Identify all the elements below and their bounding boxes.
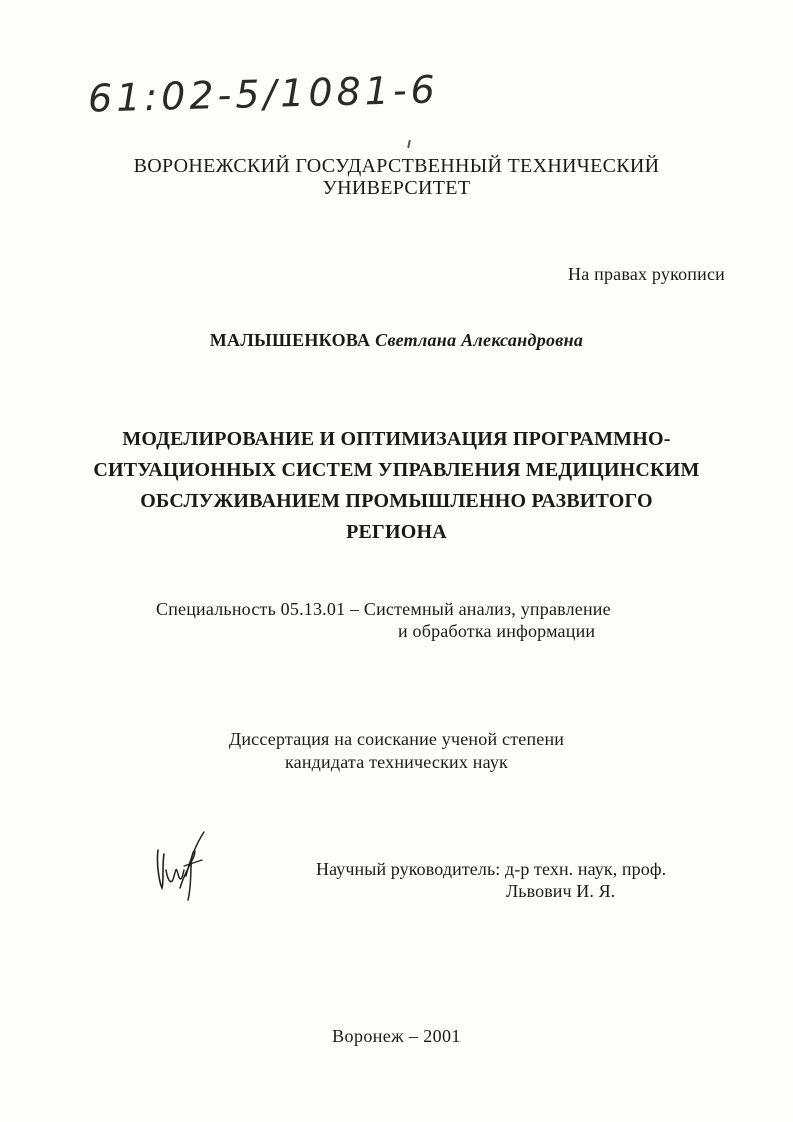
author-name: [0, 330, 793, 351]
university-name-line-1: ВОРОНЕЖСКИЙ ГОСУДАРСТВЕННЫЙ ТЕХНИЧЕСКИЙ: [133, 155, 660, 177]
title-line-1: МОДЕЛИРОВАНИЕ И ОПТИМИЗАЦИЯ ПРОГРАММНО-: [122, 428, 671, 450]
supervisor-line-1: Научный руководитель: д-р техн. наук, проф.: [316, 859, 667, 879]
stray-pen-mark: [407, 140, 411, 148]
degree-statement-line-1: Диссертация на соискание ученой степени: [228, 729, 565, 749]
supervisor-name: Львович И. Я.: [506, 881, 616, 901]
speciality: [156, 598, 611, 642]
author-surname: МАЛЫШЕНКОВА: [209, 330, 371, 350]
city-and-year: Воронеж – 2001: [332, 1026, 461, 1046]
title-line-3: ОБСЛУЖИВАНИЕМ ПРОМЫШЛЕННО РАЗВИТОГО: [140, 490, 653, 512]
university-name-line-2: УНИВЕРСИТЕТ: [322, 177, 471, 199]
degree-statement: [0, 728, 793, 774]
handwritten-signature-icon: [150, 826, 220, 906]
degree-statement-line-2: кандидата технических наук: [284, 752, 509, 772]
author-given-names: Светлана Александровна: [375, 330, 584, 350]
manuscript-rights-note: На правах рукописи: [568, 264, 725, 284]
university-name: [0, 155, 793, 199]
speciality-line-2: и обработка информации: [398, 621, 596, 641]
dissertation-title: [0, 424, 793, 548]
archive-code-handwritten: 61:02-5/1081-6: [87, 67, 440, 121]
speciality-line-1: Специальность 05.13.01 – Системный анализ, управление: [156, 599, 611, 619]
title-line-4: РЕГИОНА: [346, 521, 447, 543]
scientific-supervisor: [316, 858, 666, 902]
title-line-2: СИТУАЦИОННЫХ СИСТЕМ УПРАВЛЕНИЯ МЕДИЦИНСКИМ: [93, 459, 700, 481]
